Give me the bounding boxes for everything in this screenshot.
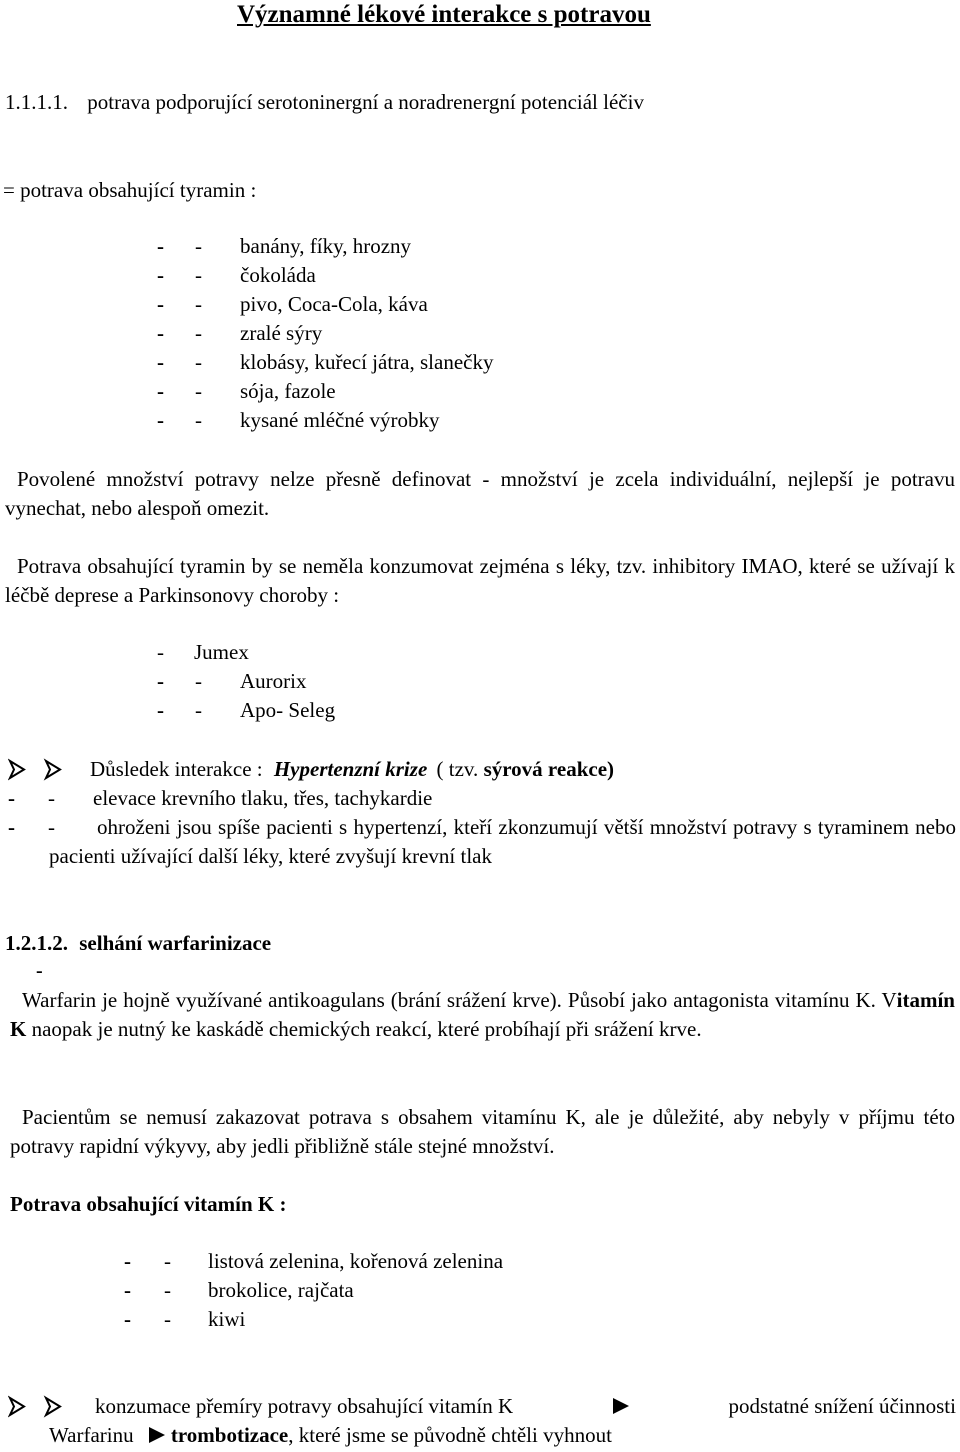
- tyramine-heading: = potrava obsahující tyramin :: [3, 178, 257, 202]
- list-item: - - kiwi: [124, 1307, 246, 1331]
- section1-heading: [5, 88, 644, 117]
- section2-heading: 1.2.1.2. selhání warfarinizace: [5, 931, 272, 955]
- list-item: - - sója, fazole: [157, 379, 336, 403]
- warfarin-consequence: konzumace přemíry potravy obsahující vitamín K podstatné snížení účinnosti Warfarinu trombotizace, které jsme se původně chtěli vyhnout: [8, 1392, 956, 1452]
- vitamin-k-heading: Potrava obsahující vitamín K :: [10, 1192, 287, 1216]
- maoi-paragraph: Potrava obsahující tyramin by se neměla konzumovat zejména s léky, tzv. inhibitory IMAO, které se užívají k léčbě deprese a Parkinsonovy choroby :: [5, 554, 955, 607]
- list-item: - - ohroženi jsou spíše pacienti s hypertenzí, kteří zkonzumují větší množství potravy s tyraminem nebo pacienti užívající další léky, které zvyšují krevní tlak: [8, 815, 956, 868]
- vitamin-k-intake-paragraph: Pacientům se nemusí zakazovat potrava s obsahem vitamínu K, ale je důležité, aby nebyly v příjmu této potravy rapidní výkyvy, aby jedli přibližně stále stejné množství.: [10, 1105, 955, 1158]
- list-item: - - elevace krevního tlaku, třes, tachykardie: [8, 786, 433, 810]
- list-item: - - pivo, Coca-Cola, káva: [157, 292, 428, 316]
- arrow-right-icon: [613, 1398, 629, 1414]
- list-item: - - klobásy, kuřecí játra, slanečky: [157, 350, 494, 374]
- page-title: Významné lékové interakce s potravou: [237, 1, 651, 28]
- section1-number: 1.1.1.1.: [5, 90, 68, 114]
- list-item: - - brokolice, rajčata: [124, 1278, 354, 1302]
- list-item: - - čokoláda: [157, 263, 316, 287]
- tyramine-amount-paragraph: Povolené množství potravy nelze přesně definovat - množství je zcela individuální, nejlepší je potravu vynechat, nebo alespoň omezit.: [5, 467, 955, 520]
- arrow-right-icon: [149, 1427, 165, 1443]
- list-item: - - kysané mléčné výrobky: [157, 408, 440, 432]
- section2-dash: -: [36, 960, 43, 982]
- list-item: - - banány, fíky, hrozny: [157, 234, 412, 258]
- list-item: - Jumex: [157, 640, 249, 664]
- warfarin-word: Warfarinu: [49, 1423, 134, 1447]
- warfarin-paragraph: Warfarin je hojně využívané antikoagulans (brání srážení krve). Působí jako antagonista vitamínu K. Vitamín K naopak je nutný ke kaskádě chemických reakcí, které probíhají při srážení krve.: [10, 988, 955, 1041]
- consequence-line: Důsledek interakce : Hypertenzní krize ( tzv. sýrová reakce): [8, 755, 948, 784]
- section1-title: potrava podporující serotoninergní a noradrenergní potenciál léčiv: [87, 90, 644, 114]
- list-item: - - listová zelenina, kořenová zelenina: [124, 1249, 504, 1273]
- list-item: - - zralé sýry: [157, 321, 323, 345]
- double-arrow-bullet-icon: [8, 1392, 68, 1421]
- double-arrow-bullet-icon: [8, 755, 68, 784]
- list-item: - - Apo- Seleg: [157, 698, 336, 722]
- list-item: - - Aurorix: [157, 669, 307, 693]
